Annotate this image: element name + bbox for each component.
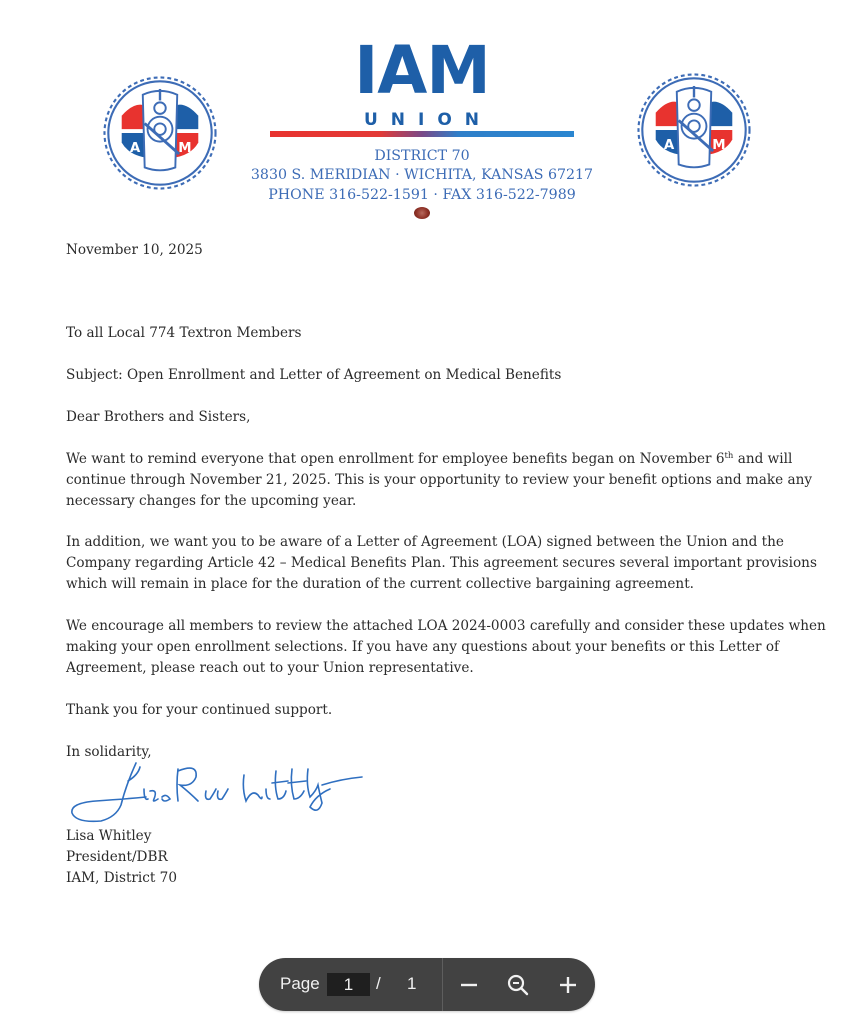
signer-org: IAM, District 70: [66, 870, 177, 886]
letter-recipient: To all Local 774 Textron Members: [66, 325, 302, 341]
paragraph-line: continue through November 21, 2025. This is your opportunity to review your benefit options and make any: [66, 472, 813, 488]
signature-block: [66, 826, 778, 889]
iam-seal-right: [627, 63, 761, 197]
paragraph-line: [66, 449, 793, 470]
iam-logo-text: IAM: [354, 32, 490, 109]
paragraph-line: making your open enrollment selections. If you have any questions about your benefits or this Letter of: [66, 639, 780, 655]
text-run: and will: [733, 451, 793, 467]
iam-seal-left: [93, 66, 227, 200]
svg-text:A: A: [663, 138, 675, 154]
paragraph-line: Company regarding Article 42 – Medical Benefits Plan. This agreement secures several important provisions: [66, 555, 817, 571]
union-logo-text: UNION: [363, 110, 493, 130]
svg-text:M: M: [712, 138, 726, 154]
minus-icon: [455, 971, 483, 999]
zoom-in-button[interactable]: [554, 971, 582, 999]
paragraph-encourage-review: [66, 616, 826, 679]
paragraph-line: Agreement, please reach out to your Union representative.: [66, 660, 474, 676]
letter-date: November 10, 2025: [66, 242, 203, 258]
fit-zoom-button[interactable]: [504, 971, 532, 999]
page-label: Page: [280, 974, 320, 993]
paragraph-line: necessary changes for the upcoming year.: [66, 493, 357, 509]
paragraph-line: In addition, we want you to be aware of a Letter of Agreement (LOA) signed between the Union and the: [66, 534, 784, 550]
letterhead-address: 3830 S. MERIDIAN · WICHITA, KANSAS 67217: [250, 167, 594, 183]
union-bug-icon: [414, 207, 430, 219]
signer-name: Lisa Whitley: [66, 828, 152, 844]
current-page-input[interactable]: [327, 973, 370, 996]
letter-thanks: Thank you for your continued support.: [66, 702, 333, 718]
svg-text:A: A: [129, 141, 141, 157]
letter-greeting: Dear Brothers and Sisters,: [66, 409, 251, 425]
pdf-viewer-toolbar: [259, 958, 595, 1011]
signer-title: President/DBR: [66, 849, 168, 865]
paragraph-open-enrollment: [66, 449, 813, 512]
iam-seal-icon: [93, 66, 227, 200]
letter-subject: Subject: Open Enrollment and Letter of Agreement on Medical Benefits: [66, 367, 562, 383]
zoom-out-icon: [504, 971, 532, 999]
paragraph-line: which will remain in place for the duration of the current collective bargaining agreement.: [66, 576, 694, 592]
handwritten-signature: [66, 755, 366, 825]
signature-icon: [66, 755, 366, 825]
ordinal-suffix: th: [724, 451, 734, 461]
page-separator: /: [376, 974, 381, 993]
letterhead-contact: PHONE 316-522-1591 · FAX 316-522-7989: [268, 187, 576, 203]
letterhead-color-bar: [270, 131, 574, 137]
iam-seal-icon: [627, 63, 761, 197]
toolbar-divider: [442, 958, 443, 1011]
text-run: We want to remind everyone that open enrollment for employee benefits began on November 6: [66, 451, 725, 467]
letter-closing: In solidarity,: [66, 744, 152, 760]
paragraph-loa: [66, 532, 817, 595]
plus-icon: [554, 971, 582, 999]
total-pages: 1: [407, 974, 417, 993]
svg-text:M: M: [178, 141, 192, 157]
paragraph-line: We encourage all members to review the attached LOA 2024-0003 carefully and consider these updates when: [66, 618, 826, 634]
letterhead-district: DISTRICT 70: [374, 148, 470, 164]
zoom-out-button[interactable]: [455, 971, 483, 999]
